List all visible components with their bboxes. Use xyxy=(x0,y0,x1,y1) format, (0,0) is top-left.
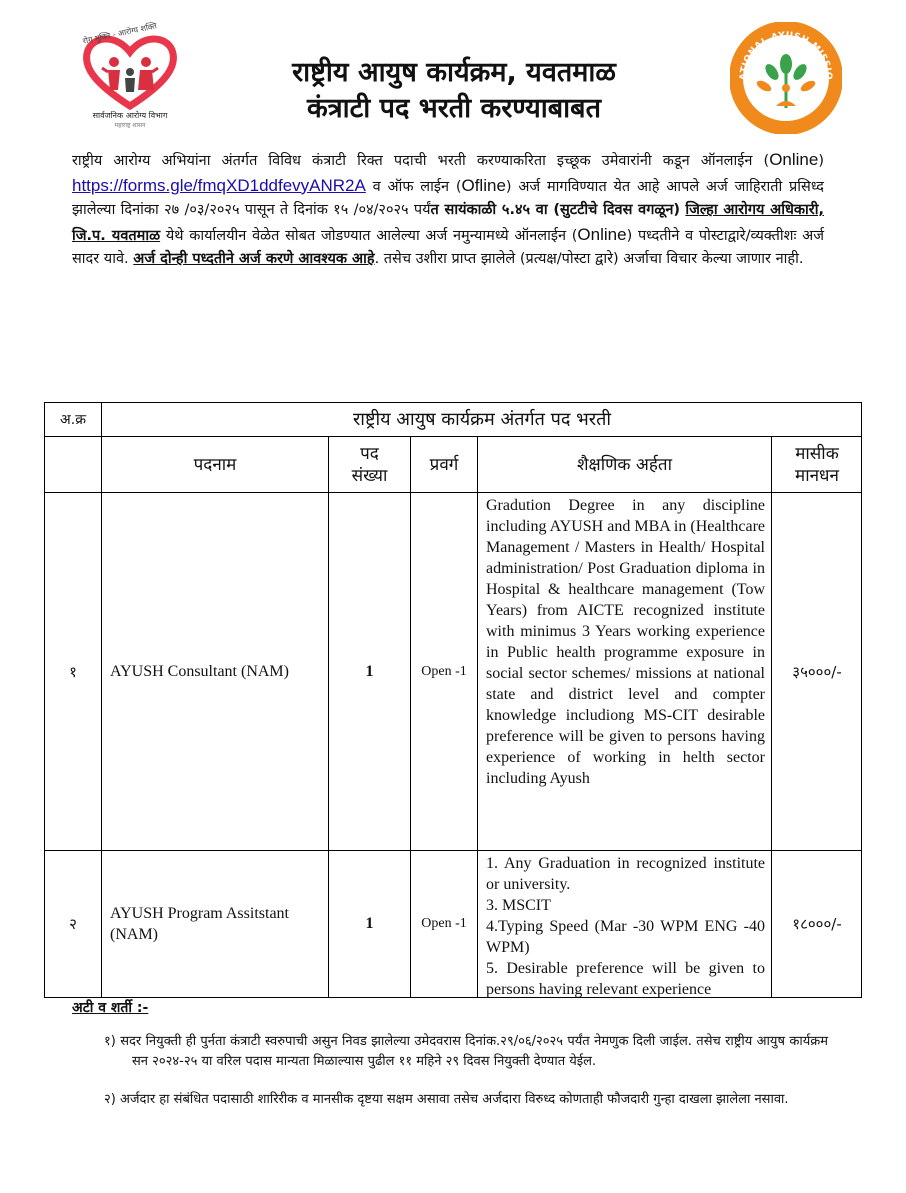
table-main-title: राष्ट्रीय आयुष कार्यक्रम अंतर्गत पद भरती xyxy=(102,403,862,437)
row1-post: AYUSH Consultant (NAM) xyxy=(102,493,329,851)
row1-sr: १ xyxy=(45,493,102,851)
intro-text: ) अर्ज मागविण्यात येत आहे आपले अर्ज जाहिराती प्रसिध्द झालेल्या दिनांका २७ /०३/२०२५ पासून ते दिनांक १५ /०४/२०२५ पर्यं xyxy=(72,178,824,218)
online-label: Online xyxy=(769,150,819,169)
logo-dept-sub: महाराष्ट्र शासन xyxy=(114,122,146,129)
title-line-2: कंत्राटी पद भरती करण्याबाबत xyxy=(307,93,601,124)
sr-header: अ.क्र xyxy=(45,403,102,437)
intro-text: . तसेच उशीरा प्राप्त झालेले (प्रत्यक्ष/पोस्टा द्वारे) अर्जाचा विचार केल्या जाणार नाही. xyxy=(374,251,804,267)
posts-table xyxy=(44,402,862,998)
intro-text: येथे कार्यालयीन वेळेत सोबत जोडण्यात आलेल्या अर्ज नमुन्यामध्ये ऑनलाईन ( xyxy=(160,227,578,244)
row2-qual-item: 4.Typing Speed (Mar -30 WPM ENG -40 WPM) xyxy=(486,918,765,956)
term-num: १) xyxy=(104,1034,116,1049)
offline-label: Ofline xyxy=(461,175,506,195)
intro-text: राष्ट्रीय आरोग्य अभियांना अंतर्गत विविध कंत्राटी रिक्त पदाची भरती करण्याकरिता इच्छूक उमेवारांनी कडून ऑनलाईन ( xyxy=(72,153,770,169)
row2-sr: २ xyxy=(45,851,102,997)
term-num: २) xyxy=(104,1092,116,1107)
office-address: जिल्हा आरोगय अधिकारी, जि.प. यवतमाळ xyxy=(72,202,824,244)
page-title xyxy=(190,55,718,127)
row2-count: 1 xyxy=(329,851,411,997)
both-methods-required: अर्ज दोन्ही पध्दतीने अर्ज करणे आवश्यक आहे xyxy=(133,251,375,267)
intro-text: ) पध्दतीने व पोस्टाद्वारे/व्यक्तीशः अर्ज सादर यावे. xyxy=(72,227,825,267)
col-salary-l1: मासीक xyxy=(795,443,839,464)
logo-tagline: रोग मुक्ति - आरोग्य शक्ति xyxy=(81,21,158,46)
col-count-l1: पद xyxy=(360,443,379,464)
intro-paragraph xyxy=(72,148,824,272)
row2-qualification xyxy=(478,851,772,997)
online-label: Online xyxy=(577,224,627,244)
row1-category: Open -1 xyxy=(411,493,478,851)
logo-dept-name: सार्वजनिक आरोग्य विभाग xyxy=(92,111,168,120)
row2-category: Open -1 xyxy=(411,851,478,997)
col-post-header: पदनाम xyxy=(102,437,329,493)
row2-qual-item: 1. Any Graduation in recognized institute or university. xyxy=(486,855,765,893)
intro-text: ) xyxy=(818,153,824,169)
title-line-1: राष्ट्रीय आयुष कार्यक्रम, यवतमाळ xyxy=(292,57,616,88)
row1-salary: ३५०००/- xyxy=(772,493,862,851)
deadline-time: त सायंकाळी ५.४५ वा (सुटटीचे दिवस वगळून) xyxy=(430,202,681,218)
application-form-link[interactable]: https://forms.gle/fmqXD1ddfevyANR2A xyxy=(72,175,366,195)
row2-salary: १८०००/- xyxy=(792,915,842,933)
row2-qual-item: 5. Desirable preference will be given to persons having relevant experience xyxy=(486,960,765,998)
intro-text: व ऑफ लाईन ( xyxy=(365,178,462,195)
row2-qual-item: 3. MSCIT xyxy=(486,897,551,914)
national-ayush-mission-logo xyxy=(730,22,842,134)
col-count-header xyxy=(329,437,411,493)
col-salary-header xyxy=(772,437,862,493)
col-count-l2: संख्या xyxy=(351,465,388,486)
sr-header-blank xyxy=(45,437,102,493)
health-department-logo xyxy=(74,21,186,129)
row1-qualification: Gradution Degree in any discipline including AYUSH and MBA in (Healthcare Management / Masters in Health/ Hospital administration/ Post Graduation diploma in Hospital & healthcare management (Tow Years) from AICTE recognized institute with minimus 3 Years working experience in Public health programme exposure in social sector schemes/ missions at national state and district level and compter knowledge includiong MS-CIT desirable preference will be given to persons having experience of working in helth sector including Ayush xyxy=(478,493,772,851)
terms-title: अटी व शर्ती :- xyxy=(72,1000,149,1016)
col-qualification-header: शैक्षणिक अर्हता xyxy=(478,437,772,493)
ayush-mission-icon xyxy=(730,22,842,134)
col-salary-l2: मानधन xyxy=(795,465,839,486)
term-text: सदर नियुक्ती ही पुर्नता कंत्राटी स्वरुपाची असुन निवड झालेल्या उमेदवरास दिनांक.२९/०६/२०२५ पर्यंत नेमणुक दिली जाईल. तसेच राष्ट्रीय आयुष कार्यक्रम सन २०२४-२५ या वरिल पदास मान्यता मिळाल्यास पुढील ११ महिने २९ दिवस नियुक्ती देण्यात येईल. xyxy=(120,1034,828,1069)
row1-count: 1 xyxy=(329,493,411,851)
term-item-2 xyxy=(104,1090,828,1110)
row2-post: AYUSH Program Assitstant (NAM) xyxy=(102,851,329,997)
term-item-1 xyxy=(104,1032,828,1072)
col-category-header: प्रवर्ग xyxy=(411,437,478,493)
term-text: अर्जदार हा संबंधित पदासाठी शारिरीक व मानसीक दृष्टया सक्षम असावा तसेच अर्जदारा विरुध्द कोणताही फौजदारी गुन्हा दाखला झालेला नसावा. xyxy=(119,1092,789,1107)
ayush-logo-text: ATIONAL AYUSH MISSIO xyxy=(738,30,834,81)
